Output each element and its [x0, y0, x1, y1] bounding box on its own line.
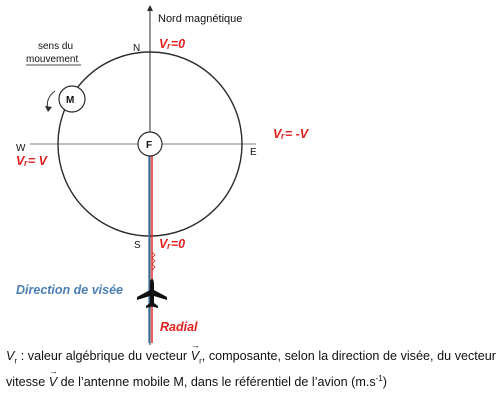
caption-v: → V — [49, 374, 57, 391]
caption-symbol: V — [6, 349, 15, 363]
vr-west-label: Vᵣ= V — [16, 154, 47, 168]
vr-east-label: Vᵣ= -V — [273, 127, 309, 141]
center-label: F — [146, 140, 153, 151]
airplane-icon — [137, 279, 167, 308]
cardinal-s: S — [134, 240, 141, 251]
caption-exp: -1 — [375, 373, 383, 383]
caption-part2: , composante, selon la direction de visée, du vecteur vitesse — [6, 349, 496, 389]
north-axis-label: Nord magnétique — [158, 13, 243, 25]
cardinal-w: W — [16, 143, 26, 154]
cardinal-e: E — [250, 147, 257, 158]
caption-symbol-sub: r — [14, 356, 18, 366]
caption — [6, 348, 496, 391]
caption-part4: ) — [382, 374, 387, 389]
radial-label: Radial — [160, 320, 198, 334]
vr-north-label: Vᵣ=0 — [159, 37, 186, 51]
cardinal-n: N — [133, 43, 141, 54]
motion-label-1: sens du — [38, 41, 74, 52]
direction-label: Direction de visée — [16, 283, 123, 297]
caption-vt: → V — [191, 348, 199, 365]
caption-part1: : valeur algébrique du vecteur — [17, 349, 191, 363]
caption-vt-sub: r — [199, 356, 202, 366]
vr-south-label: Vᵣ=0 — [159, 237, 186, 251]
motion-arrow-head-icon — [45, 106, 52, 112]
motion-label-2: mouvement — [26, 54, 79, 65]
caption-part3: de l’antenne mobile M, dans le référentiel de l’avion (m.s — [57, 374, 376, 389]
mobile-label: M — [66, 95, 75, 106]
